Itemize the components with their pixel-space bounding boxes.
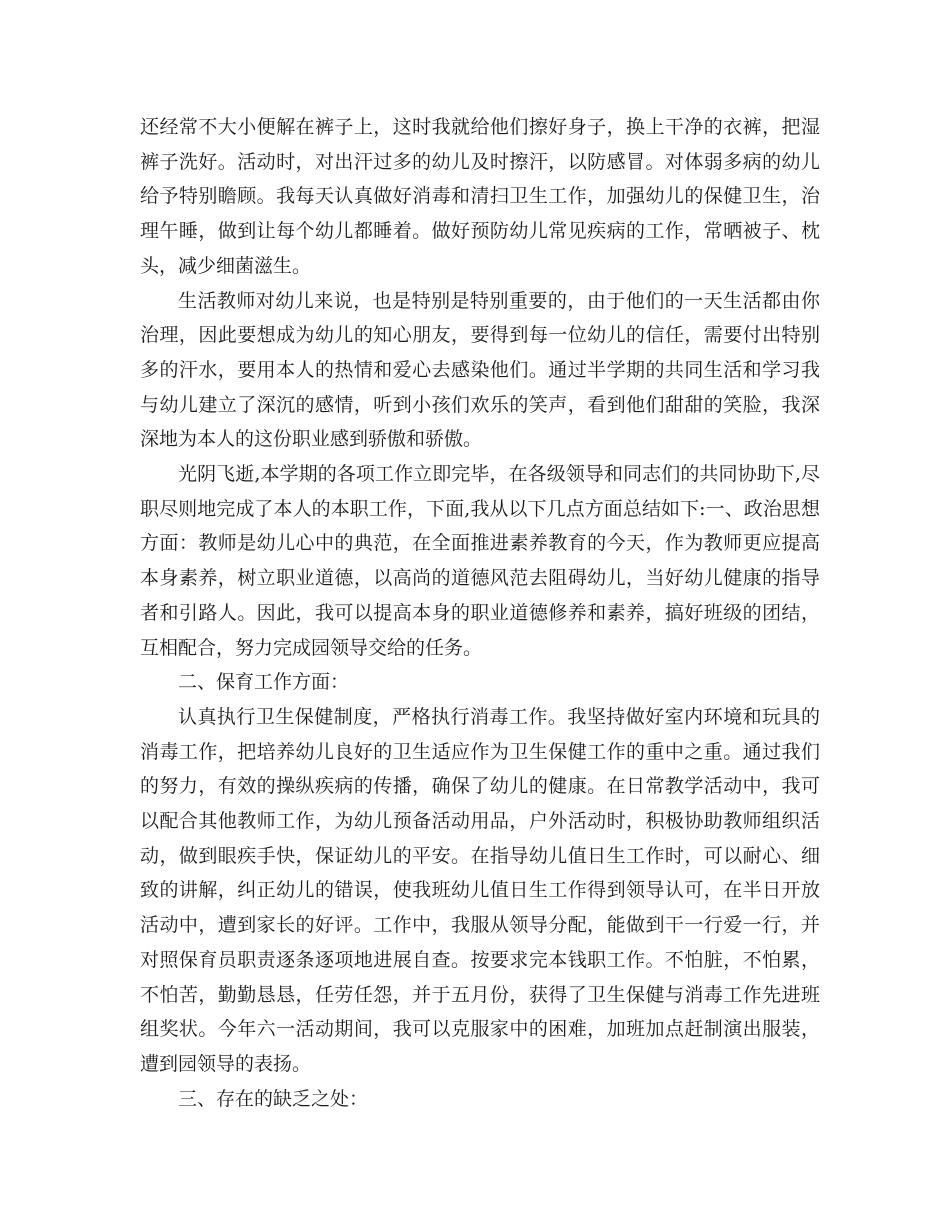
document-body: [140, 110, 820, 1116]
paragraph-semester-summary: 光阴飞逝,本学期的各项工作立即完毕，在各级领导和同志们的共同协助下,尽职尽则地完成了本人的本职工作，下面,我从以下几点方面总结如下:一、政治思想方面：教师是幼儿心中的典范，在全面推进素养教育的今天，作为教师更应提高本身素养，树立职业道德，以高尚的道德风范去阻碍幼儿，当好幼儿健康的指导者和引路人。因此，我可以提高本身的职业道德修养和素养，搞好班级的团结，互相配合，努力完成园领导交给的任务。: [140, 463, 820, 659]
paragraph-hygiene-care: 还经常不大小便解在裤子上，这时我就给他们擦好身子，换上干净的衣裤，把湿裤子洗好。活动时，对出汗过多的幼儿及时擦汗，以防感冒。对体弱多病的幼儿给予特别瞻顾。我每天认真做好消毒和清扫卫生工作，加强幼儿的保健卫生，治理午睡，做到让每个幼儿都睡着。做好预防幼儿常见疾病的工作，常晒被子、枕头，减少细菌滋生。: [140, 116, 820, 277]
paragraph-life-teacher: 生活教师对幼儿来说，也是特别是特别重要的，由于他们的一天生活都由你治理，因此要想成为幼儿的知心朋友，要得到每一位幼儿的信任，需要付出特别多的汗水，要用本人的热情和爱心去感染他们。通过半学期的共同生活和学习我与幼儿建立了深沉的感情，听到小孩们欢乐的笑声，看到他们甜甜的笑脸，我深深地为本人的这份职业感到骄傲和骄傲。: [140, 289, 820, 451]
section-heading-childcare: 二、保育工作方面：: [178, 671, 350, 694]
paragraph-childcare-work: 认真执行卫生保健制度，严格执行消毒工作。我坚持做好室内环境和玩具的消毒工作，把培养幼儿良好的卫生适应作为卫生保健工作的重中之重。通过我们的努力，有效的操纵疾病的传播，确保了幼儿的健康。在日常教学活动中，我可以配合其他教师工作，为幼儿预备活动用品，户外活动时，积极协助教师组织活动，做到眼疾手快，保证幼儿的平安。在指导幼儿值日生工作时，可以耐心、细致的讲解，纠正幼儿的错误，使我班幼儿值日生工作得到领导认可，在半日开放活动中，遭到家长的好评。工作中，我服从领导分配，能做到干一行爱一行，并对照保育员职责逐条逐项地进展自查。按要求完本钱职工作。不怕脏，不怕累，不怕苦，勤勤恳恳，任劳任怨，并于五月份，获得了卫生保健与消毒工作先进班组奖状。今年六一活动期间，我可以克服家中的困难，加班加点赶制演出服装，遭到园领导的表扬。: [140, 705, 820, 1075]
section-heading-shortcomings: 三、存在的缺乏之处：: [178, 1087, 369, 1110]
